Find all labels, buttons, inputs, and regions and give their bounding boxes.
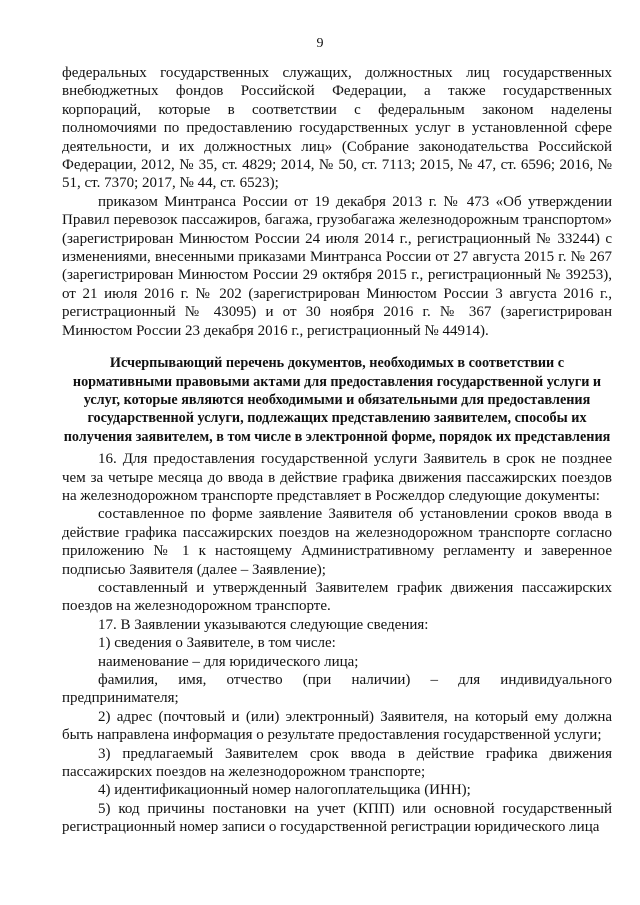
item-16: 16. Для предоставления государственной услуги Заявитель в срок не позднее чем за четыре месяца до ввода в действие графика движения пассажирских поездов на железнодорожном транспорте представляет в Росжелдор следующие документы: — [62, 451, 612, 504]
item-17-4: 4) идентификационный номер налогоплательщика (ИНН); — [98, 782, 471, 799]
item-17-5: 5) код причины постановки на учет (КПП) или основной государственный регистрационный номер записи о государственной регистрации юридического лица — [62, 800, 612, 836]
item-17-3: 3) предлагаемый Заявителем срок ввода в действие графика движения пассажирских поездов на железнодорожном транспорте; — [62, 745, 612, 781]
item-name-individual: фамилия, имя, отчество (при наличии) – для индивидуального предпринимателя; — [62, 672, 612, 707]
page-number: 9 — [316, 36, 324, 51]
item-train-schedule: составленный и утвержденный Заявителем график движения пассажирских поездов на железнодорожном транспорте. — [62, 579, 612, 615]
paragraph-federal-servants: федеральных государственных служащих, должностных лиц государственных внебюджетных фондов Российской Федерации, а также государственных корпораций, которые в соответствии с федеральным законом наделены полномочиями по предоставлению государственных услуг в установленной сфере деятельности, и их должностных лиц» (Собрание законодательства Российской Федерации, 2012, № 35, ст. 4829; 2014, № 50, ст. 7113; 2015, № 47, ст. 6596; 2016, № 51, ст. 7370; 2017, № 44, ст. 6523); — [62, 65, 612, 192]
item-17-1: 1) сведения о Заявителе, в том числе: — [98, 635, 336, 652]
item-name-legal-entity: наименование – для юридического лица; — [98, 653, 359, 670]
item-17: 17. В Заявлении указываются следующие сведения: — [98, 616, 429, 633]
document-body — [62, 64, 612, 837]
item-17-2: 2) адрес (почтовый и (или) электронный) Заявителя, на который ему должна быть направлена информация о результате предоставления государственной услуги; — [62, 708, 612, 744]
item-application-form: составленное по форме заявление Заявителя об установлении сроков ввода в действие графика пассажирских поездов на железнодорожном транспорте согласно приложению № 1 к настоящему Административному регламенту и заверенное подписью Заявителя (далее – Заявление); — [62, 506, 612, 578]
section-heading: Исчерпывающий перечень документов, необходимых в соответствии с нормативными правовыми актами для предоставления государственной услуги и услуг, которые являются необходимыми и обязательными для предоставления государственной услуги, подлежащих представлению заявителем, способы их получения заявителем, в том числе в электронной форме, порядок их представления — [63, 355, 611, 445]
paragraph-mintrans-order: приказом Минтранса России от 19 декабря 2013 г. № 473 «Об утверждении Правил перевозок пассажиров, багажа, грузобагажа железнодорожным транспортом» (зарегистрирован Минюстом России 24 июля 2014 г., регистрационный № 33244) с изменениями, внесенными приказами Минтранса России от 27 августа 2015 г. № 267 (зарегистрирован Минюстом России 29 октября 2015 г., регистрационный № 39253), от 21 июля 2016 г. № 202 (зарегистрирован Минюстом России 3 августа 2016 г., регистрационный № 43095) и от 30 ноября 2016 г. № 367 (зарегистрирован Минюстом России 23 декабря 2016 г., регистрационный № 44914). — [62, 193, 612, 339]
